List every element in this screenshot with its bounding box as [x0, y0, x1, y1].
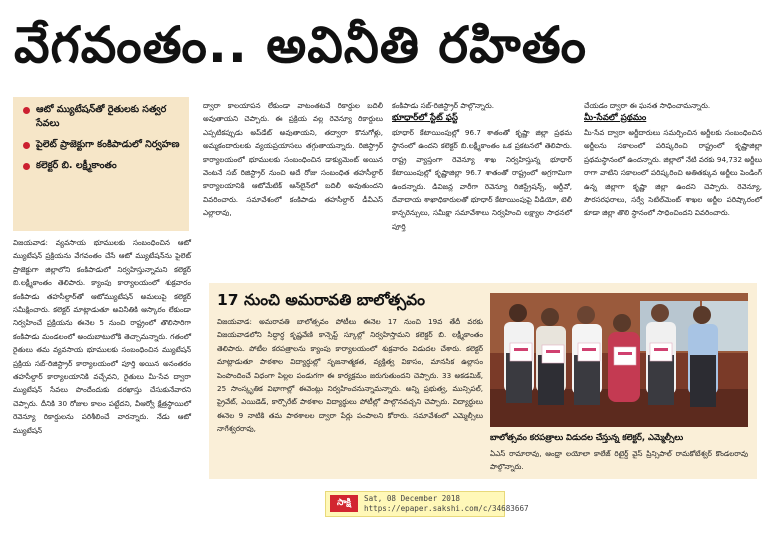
article-2-text — [217, 315, 483, 477]
column-text: భూధార్ కేటాయింపుల్లో 96.7 శాతంతో కృష్ణా జిల్లా ప్రథమ స్థానంలో ఉందని కలెక్టర్ బి.లక్ష్మీకాంతం ఒక ప్రకటనలో తెలిపారు. రాష్ట్ర వ్యాప్తంగా రెవెన్యూ శాఖ నిర్వహిస్తున్న భూధార్ కేటాయింపుల్లో కృష్ణాజిల్లా 96.7 శాతంతో రాష్ట్రంలో అగ్రగామిగా ఉందన్నారు. డివిజన్ల వారీగా రెవెన్యూ రిజిస్ట్రేషన్స్, ఆర్డీవో, దేవాదాయ శాఖాధికారులతో భూధార్ కేటాయింపుపై వీడియో, టెలీ కాన్ఫరెన్సులు, సమీక్షా సమావేశాలు నిర్వహించి లక్ష్యాల సాధనలో పూర్తి — [392, 128, 572, 231]
epaper-footer — [325, 491, 529, 517]
photo-caption: బాలోత్సవం కరపత్రాలు విడుదల చేస్తున్న కలెక్టర్, ఎమ్మెల్సీలు — [490, 432, 684, 442]
highlights-list — [13, 97, 189, 173]
subhead-bhoodhar — [392, 112, 572, 125]
highlight-text: కలెక్టర్ బి. లక్ష్మీకాంతం — [36, 160, 117, 171]
column-text: ఏఎస్ రామారావు, ఆంధ్రా లయోలా కాలేజ్ రిటైర్డ్ వైస్ ప్రిన్సిపాల్ రామకోటేశ్వర్ కొండలరావు పాల్గొన్నారు. — [490, 449, 748, 472]
article-column-2 — [203, 99, 383, 279]
article-column-1 — [13, 236, 191, 486]
highlight-item — [23, 103, 185, 131]
highlight-item — [23, 159, 185, 173]
event-photo-image — [490, 293, 748, 427]
column-text: కంకిపాడు సబ్-రిజిస్ట్రార్ పాల్గొన్నారు. — [392, 101, 494, 110]
event-photo — [490, 293, 748, 427]
footer-date: Sat, 08 December 2018 — [364, 494, 461, 503]
article-2-text-continued — [490, 447, 748, 477]
subhead-meeseva — [584, 112, 762, 125]
column-text: చేయడం ద్వారా ఈ ఘనత సాధించామన్నారు. — [584, 101, 711, 110]
column-text: మీ-సేవ ద్వారా అర్జీదారులు సమర్పించిన అర్జీలకు సంబంధించిన అర్జీలను సకాలంలో పరిష్కరించి రాష్ట్రంలో కృష్ణాజిల్లా ప్రథమస్థానంలో ఉందన్నారు. జిల్లాలో నేటి వరకు 94,732 అర్జీలు రాగా వాటిని సకాలంలో పరిష్కరించి అతితక్కువ అర్జీలు పెండింగ్ ఉన్న జిల్లాగా కృష్ణా జిల్లా ఉందని చెప్పారు. రెవెన్యూ, పౌరసరఫరాలు, సర్వే సెటిల్‌మెంట్ శాఖల అర్జీల పరిష్కారంలో కూడా జిల్లా తొలి స్థానంలో సాధించిందని వివరించారు. — [584, 128, 762, 218]
subhead-text: మీ-సేవలో ప్రథమం — [584, 113, 647, 123]
column-text: ద్వారా కాలయాపన లేకుండా వాటంతటవే రికార్డుల బదిలీ అవుతాయని చెప్పారు. ఈ ప్రక్రియ వల్ల రెవెన్యూ రికార్డులు ఎప్పటికప్పుడు అప్‌డేట్ అవుతాయని, తద్వారా కొనుగోళ్లు, అమ్మకందారులకు వ్యయప్రయాసలు తగ్గుతాయన్నారు. రిజిస్ట్రార్ కార్యాలయంలో భూములకు సంబంధించిన డాక్యుమెంట్ అయిన వెంటనే సబ్ రిజిస్ట్రార్ నుంచి అదే రోజు సంబంధిత తహసీల్దార్ కార్యాలయానికి ఆటోమేటిక్ ఆన్‌లైన్‌లో బదిలీ అవుతుందని వివరించారు. సమావేశంలో కంకిపాడు తహసీల్దార్ డీవీఎస్ ఎల్లారావు, — [203, 101, 383, 218]
highlights-box — [13, 97, 189, 231]
article-column-3-top — [392, 99, 572, 112]
bullet-dot-icon — [23, 107, 30, 114]
subhead-text: భూధార్‌లో స్టేట్ ఫస్ట్ — [392, 113, 458, 123]
article-2-title: 17 నుంచి అమరావతి బాలోత్సవం — [217, 291, 425, 309]
highlight-item — [23, 138, 185, 152]
column-text: విజయవాడ: అమరావతి బాలోత్సవం పోటీలు ఈనెల 17 నుంచి 19వ తేదీ వరకు విజయవాడలోని సిద్ధార్థ కృష్ణవేణి కాన్సెప్ట్ స్కూల్లో నిర్వహిస్తామని కలెక్టర్ బి. లక్ష్మీకాంతం తెలిపారు. పోటీల కరపత్రాలను క్యాంపు కార్యాలయంలో శుక్రవారం విడుదల చేశారు. కలెక్టర్ మాట్లాడుతూ పాఠశాల విద్యార్థుల్లో సృజనాత్మకత, వ్యక్తిత్వ వికాసం, మానసిక ఉల్లాసం పెంపొందించే విధంగా పిల్లల పండుగగా ఈ కార్యక్రమం జరుగుతుందని చెప్పారు. 33 అకడమిక్, 25 సాంస్కృతిక విభాగాల్లో ఈవెంట్లు నిర్వహించనున్నామన్నారు. అన్ని ప్రభుత్వ, మున్సిపల్, ప్రైవేట్, ఎయిడెడ్, కార్పొరేట్ పాఠశాల విద్యార్థులు పోటీల్లో పాల్గొనవచ్చని చెప్పారు. విద్యార్థులు ఈనెల 9 నాటికి తమ పాఠశాలల ద్వారా పేర్లు పంపాలని కోరారు. సమావేశంలో ఎమ్మెల్సీలు నాగేశ్వరరావు, — [217, 317, 483, 434]
footer-url[interactable]: https://epaper.sakshi.com/c/34683667 — [364, 504, 529, 513]
highlight-text: ఆటో మ్యుటేషన్‌తో రైతులకు సత్వర సేవలు — [36, 104, 167, 129]
column-text: విజయవాడ: వ్యవసాయ భూములకు సంబంధించిన ఆటో మ్యుటేషన్ ప్రక్రియను వేగవంతం చేసే ఆటో మ్యుటేషన్‌ను పైలెట్ ప్రాజెక్టుగా జిల్లాలోని కంకిపాడులో నిర్వహిస్తున్నామని కలెక్టర్ బి.లక్ష్మీకాంతం తెలిపారు. క్యాంపు కార్యాలయంలో శుక్రవారం కంకిపాడు తహసీల్దార్‌తో ఆటోమ్యుటేషన్ అమలుపై కలెక్టర్ సమీక్షించారు. కలెక్టర్ మాట్లాడుతూ అవినీతికి ఆస్కారం లేకుండా నిర్వహించే ప్రక్రియను ఈనెల 5 నుంచి రాష్ట్రంలో తొలిసారిగా కంకిపాడు మండలంలో అందుబాటులోకి తెచ్చామన్నారు. గతంలో రైతులు తమ వ్యవసాయ భూములకు సంబంధించిన మ్యుటేషన్ ప్రక్రియ సబ్-రిజిస్ట్రార్ కార్యాలయంలో పూర్తి అయిన అనంతరం తహసీల్దార్ కార్యాలయానికి వచ్చేవని, రైతులు మీ-సేవ ద్వారా మ్యుటేషన్ సేవలు పొందేందుకు దరఖాస్తు చేసుకునేవారని చెప్పారు. దీనికి 30 రోజుల కాలం పట్టేదని, వీఆర్వో క్షేత్రస్థాయిలో రెవెన్యూ రికార్డులను పరిశీలించే వారన్నారు. నేడు ఆటో మ్యుటేషన్ — [13, 238, 191, 435]
headline: వేగవంతం.. అవినీతి రహితం — [14, 16, 587, 74]
bullet-dot-icon — [23, 163, 30, 170]
article-column-4-top — [584, 99, 762, 112]
sakshi-logo: సాక్షి — [330, 495, 358, 512]
highlight-text: పైలెట్ ప్రాజెక్టుగా కంకిపాడులో నిర్వహణ — [36, 139, 180, 150]
article-column-3 — [392, 126, 572, 278]
article-column-4 — [584, 126, 762, 278]
bullet-dot-icon — [23, 142, 30, 149]
